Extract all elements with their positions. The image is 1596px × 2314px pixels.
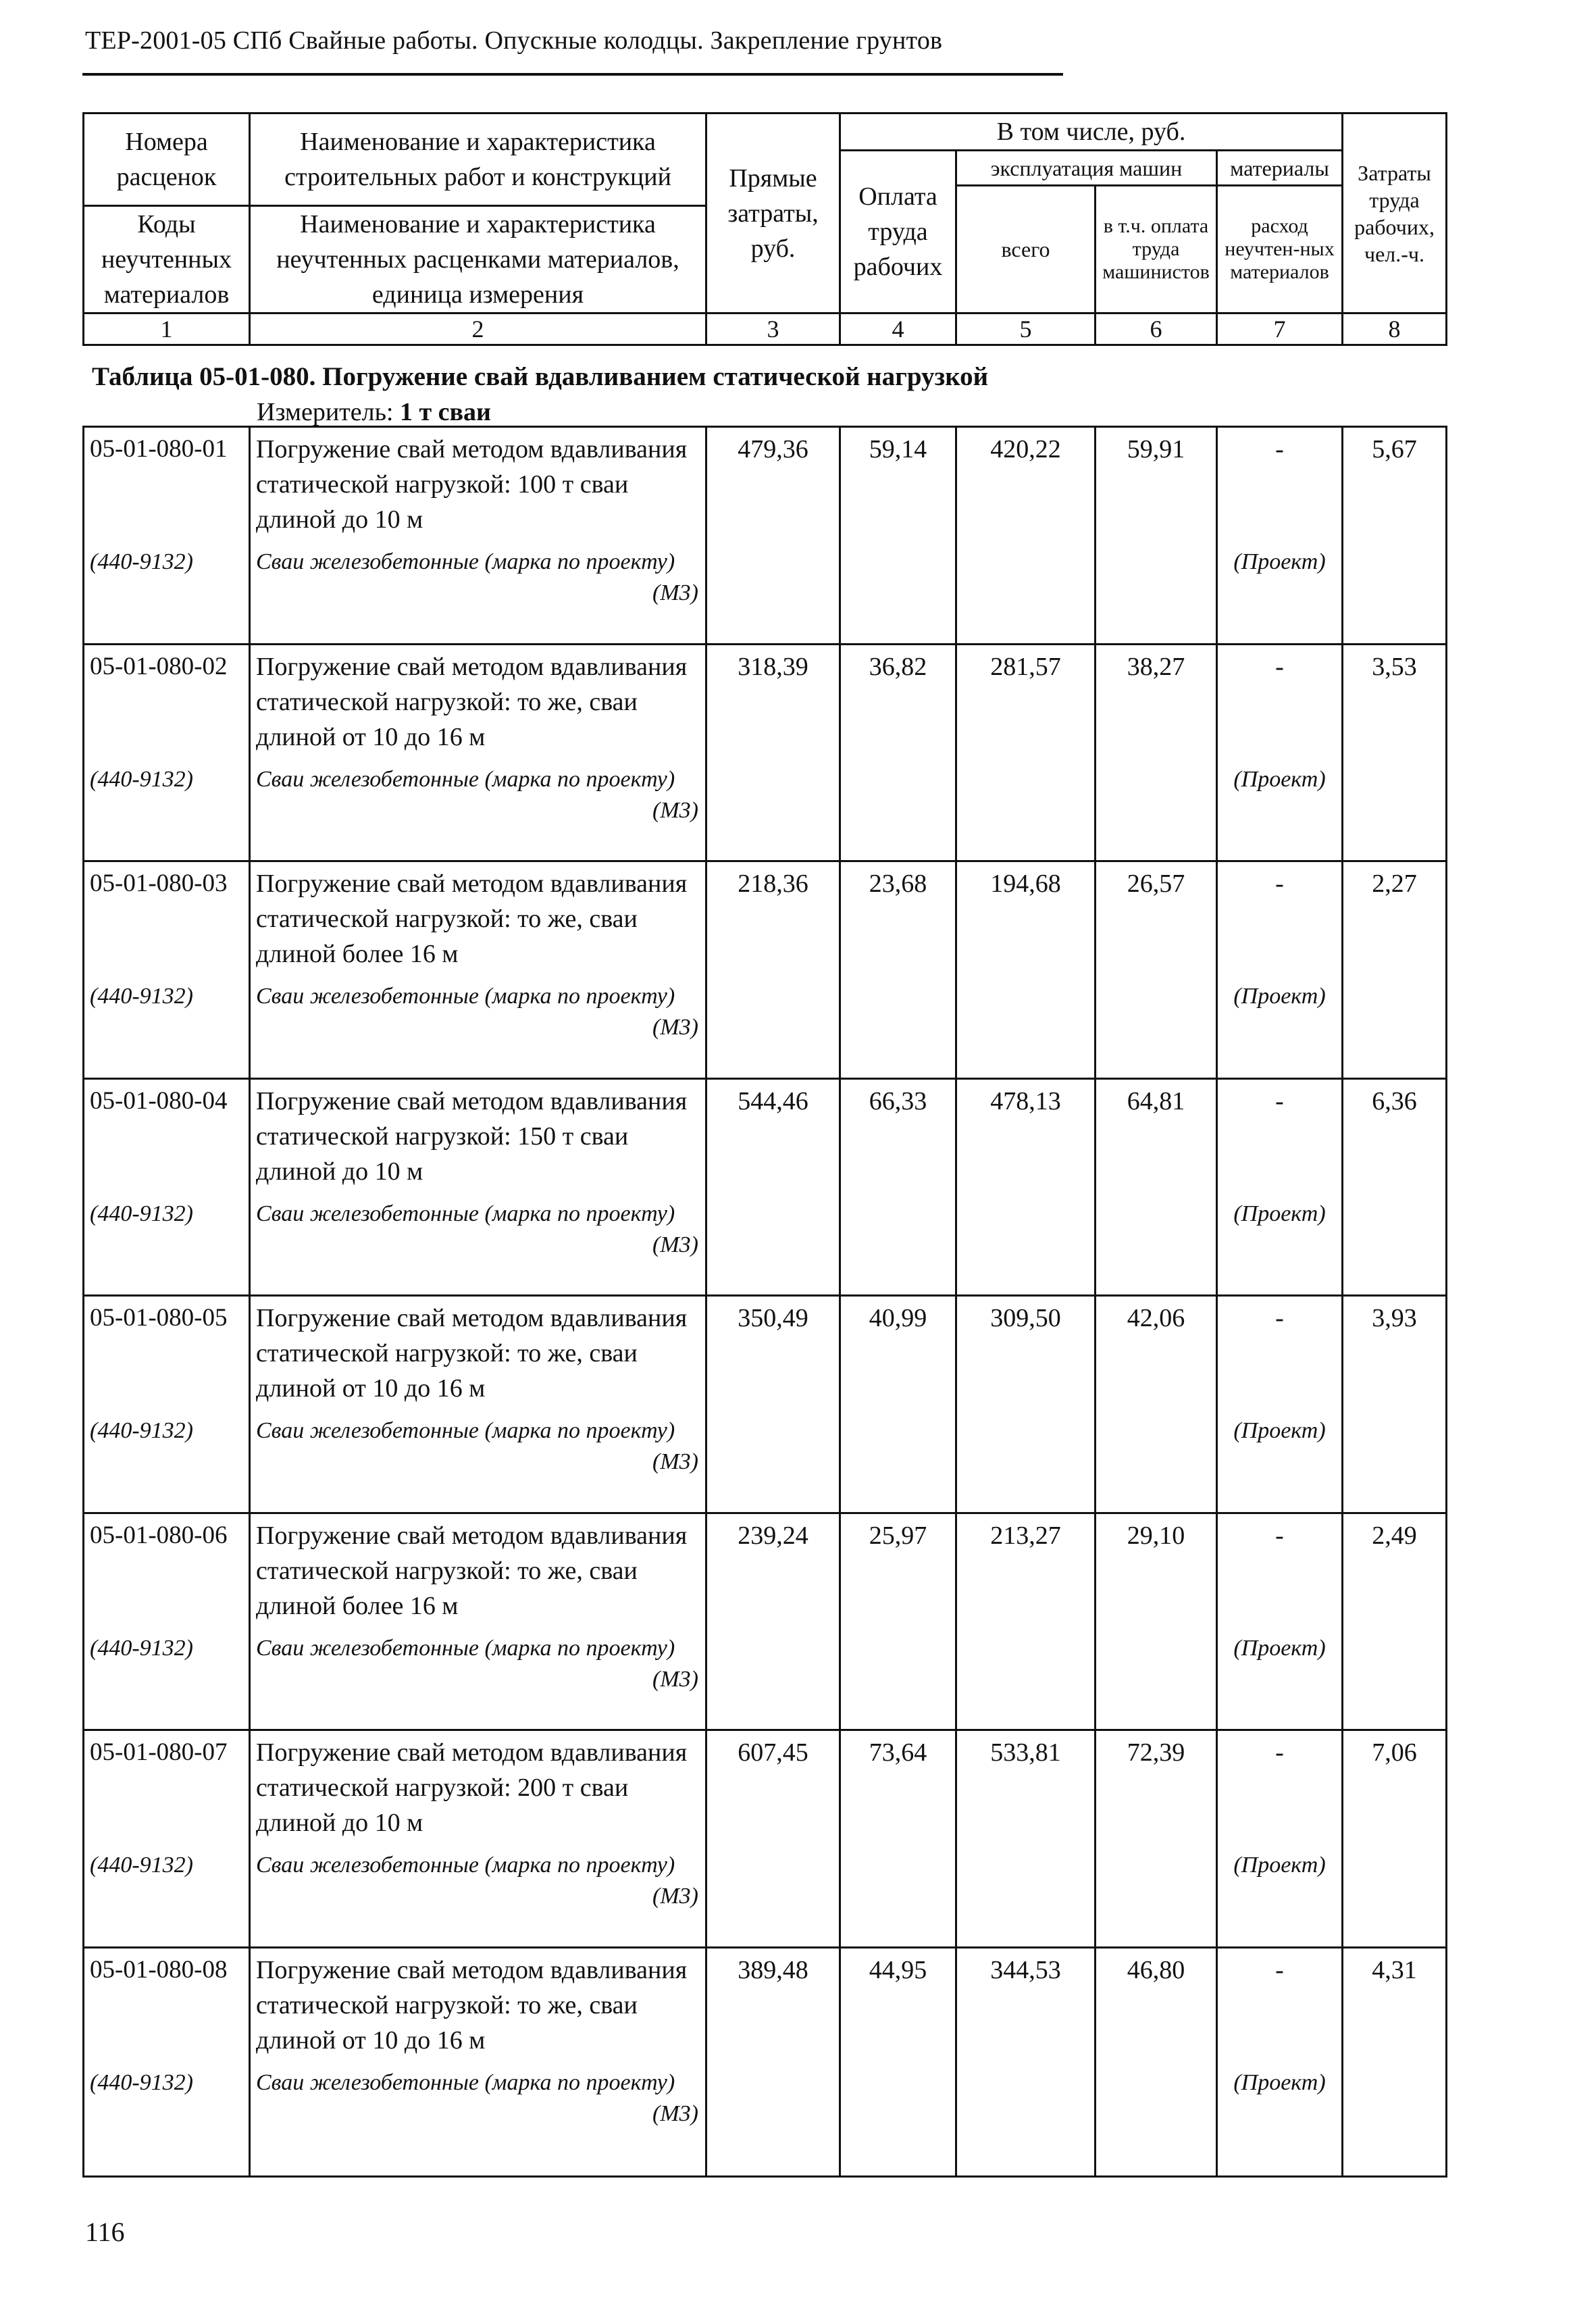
machinist-pay-value: 26,57: [1096, 861, 1217, 972]
material-name: Сваи железобетонные (марка по проекту): [256, 1201, 675, 1226]
header-labor-hours: Затраты труда рабочих, чел.-ч.: [1343, 114, 1447, 313]
empty-cell: [840, 2058, 956, 2177]
column-number: 4: [840, 313, 956, 345]
machines-total-value: 194,68: [956, 861, 1096, 972]
machines-total-value: 344,53: [956, 1947, 1096, 2058]
empty-cell: [956, 1840, 1096, 1947]
header-name-top: Наименование и характеристика строительных работ и конструкций: [250, 114, 706, 206]
empty-cell: [706, 2058, 840, 2177]
materials-value: -: [1217, 1513, 1343, 1624]
material-name: Сваи железобетонные (марка по проекту): [256, 2069, 675, 2095]
empty-cell: [706, 972, 840, 1078]
material-quantity: (Проект): [1217, 2058, 1343, 2177]
direct-costs-value: 350,49: [706, 1296, 840, 1407]
table-row: [84, 861, 1447, 972]
rate-code: 05-01-080-01: [84, 427, 250, 538]
material-code: (440-9132): [84, 1624, 250, 1730]
labor-pay-value: 25,97: [840, 1513, 956, 1624]
work-description: Погружение свай методом вдавливания статической нагрузкой: то же, сваи длиной более 16 м: [250, 1513, 706, 1624]
material-cell: [250, 755, 706, 861]
material-quantity: (Проект): [1217, 1189, 1343, 1296]
empty-cell: [840, 1406, 956, 1513]
column-number: 7: [1217, 313, 1343, 345]
empty-cell: [1343, 972, 1447, 1078]
material-cell: [250, 1624, 706, 1730]
empty-cell: [1096, 972, 1217, 1078]
empty-cell: [840, 1840, 956, 1947]
material-name: Сваи железобетонные (марка по проекту): [256, 1853, 675, 1878]
page-number: 116: [85, 2217, 125, 2247]
empty-cell: [1096, 755, 1217, 861]
material-cell: [250, 2058, 706, 2177]
material-unit: (М3): [652, 1232, 698, 1257]
empty-cell: [956, 1406, 1096, 1513]
table-row: [84, 1513, 1447, 1624]
table-row: [84, 1730, 1447, 1841]
material-name: Сваи железобетонные (марка по проекту): [256, 1635, 675, 1661]
machinist-pay-value: 38,27: [1096, 644, 1217, 755]
direct-costs-value: 479,36: [706, 427, 840, 538]
work-description: Погружение свай методом вдавливания статической нагрузкой: то же, сваи длиной более 16 м: [250, 861, 706, 972]
empty-cell: [1096, 1406, 1217, 1513]
materials-value: -: [1217, 427, 1343, 538]
work-description: Погружение свай методом вдавливания статической нагрузкой: 100 т сваи длиной до 10 м: [250, 427, 706, 538]
table-row: [84, 1947, 1447, 2058]
table-row: [84, 644, 1447, 755]
material-quantity: (Проект): [1217, 1624, 1343, 1730]
empty-cell: [1096, 2058, 1217, 2177]
empty-cell: [840, 1624, 956, 1730]
labor-hours-value: 5,67: [1343, 427, 1447, 538]
table-row: [84, 1078, 1447, 1189]
header-name-bottom: Наименование и характеристика неучтенных расценками материалов, единица измерения: [250, 206, 706, 313]
unit-value: 1 т сваи: [400, 398, 491, 426]
materials-value: -: [1217, 1730, 1343, 1841]
empty-cell: [1096, 537, 1217, 644]
header-rule: [82, 73, 1063, 76]
table-row: [84, 427, 1447, 538]
rate-code: 05-01-080-08: [84, 1947, 250, 2058]
direct-costs-value: 544,46: [706, 1078, 840, 1189]
machinist-pay-value: 72,39: [1096, 1730, 1217, 1841]
header-material-usage: расход неучтен-ных материалов: [1217, 186, 1343, 313]
direct-costs-value: 218,36: [706, 861, 840, 972]
material-name: Сваи железобетонные (марка по проекту): [256, 984, 675, 1009]
machines-total-value: 533,81: [956, 1730, 1096, 1841]
unit-line: [257, 397, 491, 427]
labor-pay-value: 59,14: [840, 427, 956, 538]
materials-value: -: [1217, 644, 1343, 755]
material-cell: [250, 1406, 706, 1513]
material-code: (440-9132): [84, 1406, 250, 1513]
header-machines: эксплуатация машин: [956, 151, 1217, 186]
header-labor-pay: Оплата труда рабочих: [840, 151, 956, 313]
running-header: ТЕР-2001-05 СПб Свайные работы. Опускные колодцы. Закрепление грунтов: [85, 26, 943, 55]
labor-hours-value: 3,93: [1343, 1296, 1447, 1407]
header-materials: материалы: [1217, 151, 1343, 186]
empty-cell: [840, 755, 956, 861]
empty-cell: [956, 972, 1096, 1078]
table-row: [84, 1296, 1447, 1407]
table-title: Таблица 05-01-080. Погружение свай вдавливанием статической нагрузкой: [92, 362, 989, 391]
empty-cell: [956, 1189, 1096, 1296]
header-machines-total: всего: [956, 186, 1096, 313]
empty-cell: [840, 537, 956, 644]
material-name: Сваи железобетонные (марка по проекту): [256, 766, 675, 792]
material-row: [84, 2058, 1447, 2177]
rate-code: 05-01-080-03: [84, 861, 250, 972]
empty-cell: [706, 1840, 840, 1947]
labor-pay-value: 36,82: [840, 644, 956, 755]
empty-cell: [840, 972, 956, 1078]
materials-value: -: [1217, 1078, 1343, 1189]
labor-hours-value: 2,49: [1343, 1513, 1447, 1624]
machinist-pay-value: 42,06: [1096, 1296, 1217, 1407]
column-number: 8: [1343, 313, 1447, 345]
labor-pay-value: 44,95: [840, 1947, 956, 2058]
work-description: Погружение свай методом вдавливания статической нагрузкой: то же, сваи длиной от 10 до 16 м: [250, 1947, 706, 2058]
machinist-pay-value: 59,91: [1096, 427, 1217, 538]
machines-total-value: 478,13: [956, 1078, 1096, 1189]
material-cell: [250, 537, 706, 644]
labor-hours-value: 3,53: [1343, 644, 1447, 755]
machines-total-value: 281,57: [956, 644, 1096, 755]
work-description: Погружение свай методом вдавливания статической нагрузкой: 150 т сваи длиной до 10 м: [250, 1078, 706, 1189]
empty-cell: [1343, 1189, 1447, 1296]
material-code: (440-9132): [84, 1189, 250, 1296]
labor-pay-value: 40,99: [840, 1296, 956, 1407]
material-unit: (М3): [652, 1449, 698, 1474]
empty-cell: [1343, 1840, 1447, 1947]
empty-cell: [706, 1624, 840, 1730]
empty-cell: [1096, 1840, 1217, 1947]
column-number: 3: [706, 313, 840, 345]
machinist-pay-value: 46,80: [1096, 1947, 1217, 2058]
column-header-table: [82, 112, 1447, 346]
material-unit: (М3): [652, 797, 698, 823]
header-codes-top: Номера расценок: [84, 114, 250, 206]
labor-hours-value: 4,31: [1343, 1947, 1447, 2058]
rate-code: 05-01-080-06: [84, 1513, 250, 1624]
labor-hours-value: 2,27: [1343, 861, 1447, 972]
work-description: Погружение свай методом вдавливания статической нагрузкой: 200 т сваи длиной до 10 м: [250, 1730, 706, 1841]
direct-costs-value: 607,45: [706, 1730, 840, 1841]
header-codes-bottom: Коды неучтенных материалов: [84, 206, 250, 313]
empty-cell: [706, 755, 840, 861]
empty-cell: [1343, 1406, 1447, 1513]
empty-cell: [706, 1406, 840, 1513]
machines-total-value: 213,27: [956, 1513, 1096, 1624]
material-code: (440-9132): [84, 537, 250, 644]
empty-cell: [1343, 1624, 1447, 1730]
material-quantity: (Проект): [1217, 972, 1343, 1078]
labor-hours-value: 7,06: [1343, 1730, 1447, 1841]
material-row: [84, 537, 1447, 644]
material-name: Сваи железобетонные (марка по проекту): [256, 549, 675, 574]
material-code: (440-9132): [84, 2058, 250, 2177]
machinist-pay-value: 29,10: [1096, 1513, 1217, 1624]
labor-pay-value: 66,33: [840, 1078, 956, 1189]
empty-cell: [956, 755, 1096, 861]
material-row: [84, 1624, 1447, 1730]
column-number: 1: [84, 313, 250, 345]
material-code: (440-9132): [84, 755, 250, 861]
material-cell: [250, 972, 706, 1078]
unit-label: Измеритель:: [257, 398, 394, 426]
machines-total-value: 420,22: [956, 427, 1096, 538]
empty-cell: [1343, 2058, 1447, 2177]
rate-code: 05-01-080-04: [84, 1078, 250, 1189]
material-row: [84, 1189, 1447, 1296]
column-number: 2: [250, 313, 706, 345]
material-quantity: (Проект): [1217, 537, 1343, 644]
material-name: Сваи железобетонные (марка по проекту): [256, 1418, 675, 1443]
machinist-pay-value: 64,81: [1096, 1078, 1217, 1189]
direct-costs-value: 389,48: [706, 1947, 840, 2058]
rate-code: 05-01-080-02: [84, 644, 250, 755]
material-unit: (М3): [652, 1884, 698, 1909]
empty-cell: [706, 537, 840, 644]
materials-value: -: [1217, 1296, 1343, 1407]
material-code: (440-9132): [84, 972, 250, 1078]
empty-cell: [956, 537, 1096, 644]
material-code: (440-9132): [84, 1840, 250, 1947]
rate-code: 05-01-080-07: [84, 1730, 250, 1841]
machines-total-value: 309,50: [956, 1296, 1096, 1407]
material-unit: (М3): [652, 580, 698, 605]
work-description: Погружение свай методом вдавливания статической нагрузкой: то же, сваи длиной от 10 до 16 м: [250, 644, 706, 755]
material-unit: (М3): [652, 1666, 698, 1692]
labor-hours-value: 6,36: [1343, 1078, 1447, 1189]
material-cell: [250, 1189, 706, 1296]
empty-cell: [1096, 1189, 1217, 1296]
direct-costs-value: 318,39: [706, 644, 840, 755]
material-row: [84, 755, 1447, 861]
material-quantity: (Проект): [1217, 1406, 1343, 1513]
empty-cell: [956, 2058, 1096, 2177]
material-row: [84, 1406, 1447, 1513]
direct-costs-value: 239,24: [706, 1513, 840, 1624]
header-in-total: В том числе, руб.: [840, 114, 1343, 151]
materials-value: -: [1217, 1947, 1343, 2058]
material-quantity: (Проект): [1217, 1840, 1343, 1947]
empty-cell: [1096, 1624, 1217, 1730]
header-direct-costs: Прямые затраты, руб.: [706, 114, 840, 313]
work-description: Погружение свай методом вдавливания статической нагрузкой: то же, сваи длиной от 10 до 16 м: [250, 1296, 706, 1407]
rate-code: 05-01-080-05: [84, 1296, 250, 1407]
empty-cell: [1343, 755, 1447, 861]
materials-value: -: [1217, 861, 1343, 972]
empty-cell: [840, 1189, 956, 1296]
column-number: 5: [956, 313, 1096, 345]
material-row: [84, 1840, 1447, 1947]
rates-table: [82, 426, 1447, 2178]
material-cell: [250, 1840, 706, 1947]
column-number: 6: [1096, 313, 1217, 345]
header-machinist-pay: в т.ч. оплата труда машинистов: [1096, 186, 1217, 313]
material-unit: (М3): [652, 2101, 698, 2126]
empty-cell: [706, 1189, 840, 1296]
material-row: [84, 972, 1447, 1078]
material-quantity: (Проект): [1217, 755, 1343, 861]
material-unit: (М3): [652, 1015, 698, 1040]
empty-cell: [956, 1624, 1096, 1730]
labor-pay-value: 73,64: [840, 1730, 956, 1841]
empty-cell: [1343, 537, 1447, 644]
labor-pay-value: 23,68: [840, 861, 956, 972]
